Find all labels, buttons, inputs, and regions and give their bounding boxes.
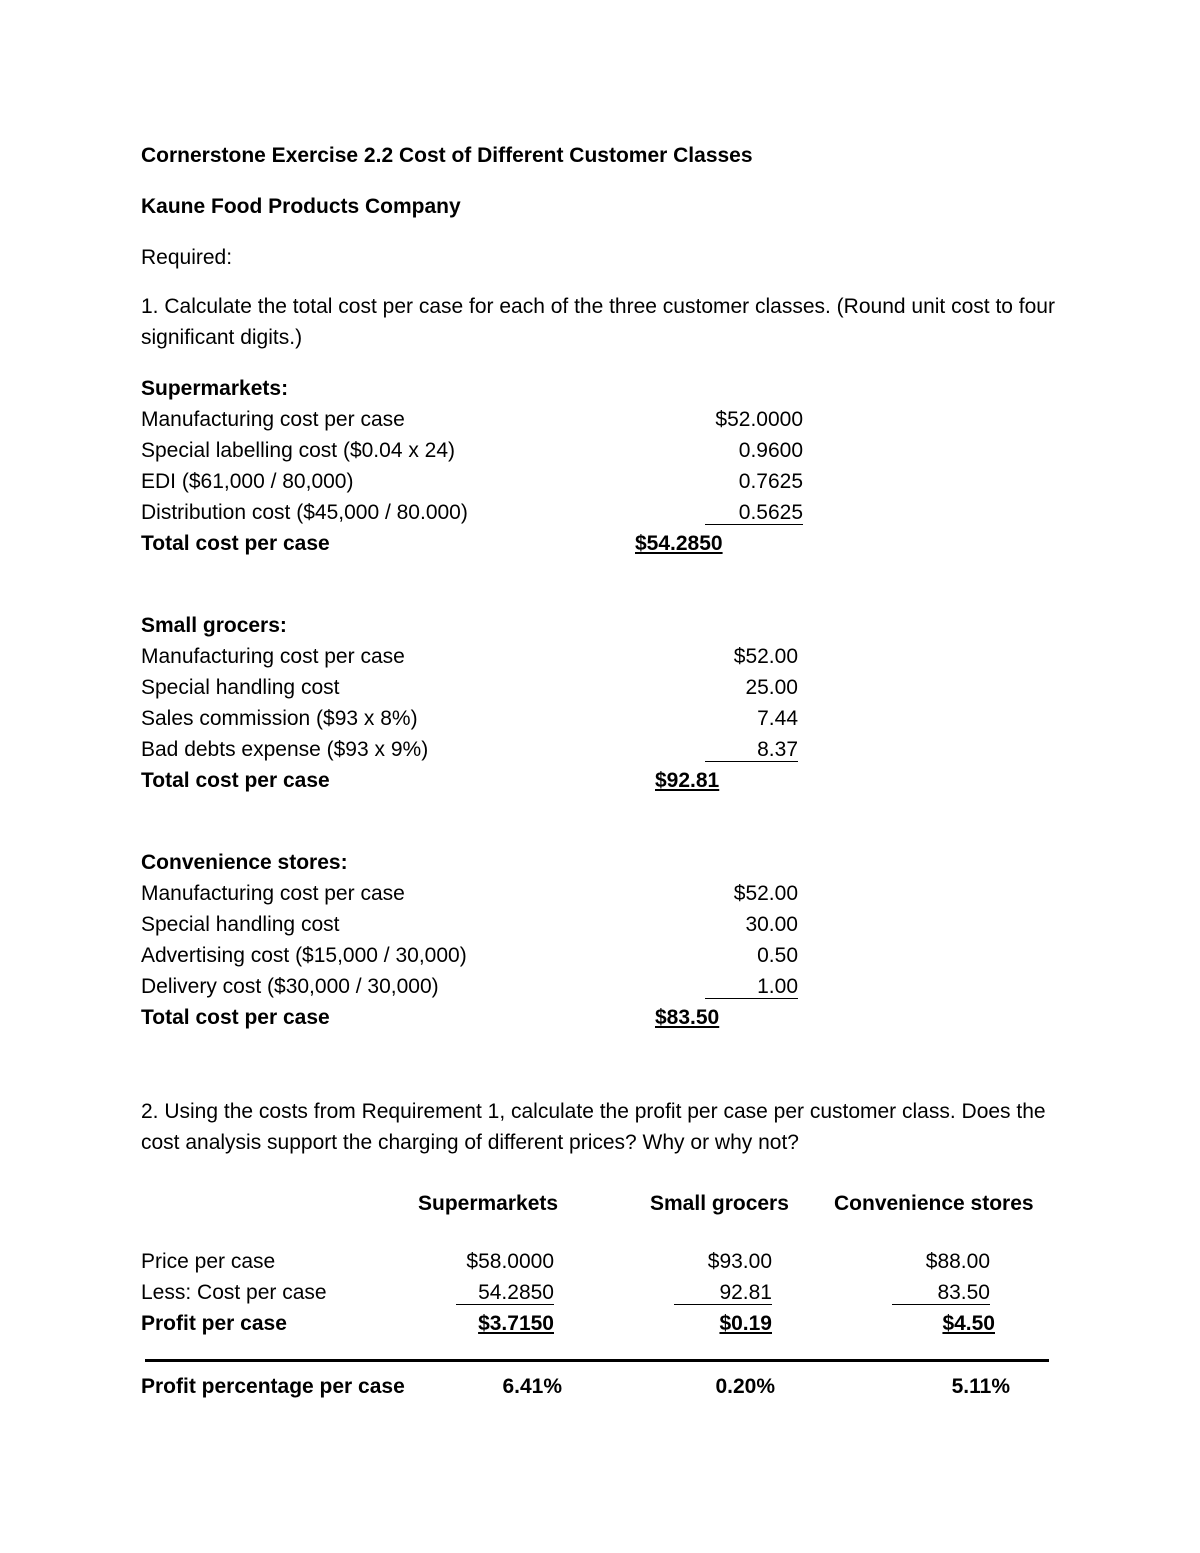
small-grocers-row-value: 7.44 — [757, 707, 798, 730]
profit-row-label: Profit per case — [141, 1312, 287, 1335]
column-header-small-grocers: Small grocers — [650, 1192, 789, 1215]
convenience-total-value: $83.50 — [655, 1006, 720, 1029]
profit-percentage-cell: 0.20% — [715, 1375, 775, 1398]
profit-percentage-row-label: Profit percentage per case — [141, 1375, 405, 1398]
supermarkets-total-label: Total cost per case — [141, 532, 330, 555]
profit-cell: $3.7150 — [478, 1312, 554, 1335]
convenience-row-value: 1.00 — [705, 974, 798, 1000]
profit-percentage-cell: 6.41% — [502, 1375, 562, 1398]
profit-percentage-cell: 5.11% — [951, 1375, 1010, 1398]
supermarkets-total-value: $54.2850 — [635, 532, 723, 555]
profit-cell: $0.19 — [719, 1312, 772, 1335]
cost-cell: 92.81 — [674, 1280, 772, 1306]
convenience-row-value: 0.50 — [757, 944, 798, 967]
small-grocers-total-value: $92.81 — [655, 769, 720, 792]
supermarkets-heading: Supermarkets: — [141, 377, 289, 400]
small-grocers-row-label: Bad debts expense ($93 x 9%) — [141, 738, 429, 761]
cost-cell: 83.50 — [892, 1280, 990, 1306]
convenience-total-label: Total cost per case — [141, 1006, 330, 1029]
supermarkets-row-label: EDI ($61,000 / 80,000) — [141, 470, 354, 493]
small-grocers-row-label: Manufacturing cost per case — [141, 645, 405, 668]
column-header-convenience-stores: Convenience stores — [834, 1192, 1034, 1215]
convenience-row-label: Delivery cost ($30,000 / 30,000) — [141, 975, 439, 998]
supermarkets-row-value: 0.7625 — [738, 470, 803, 493]
supermarkets-row-value: $52.0000 — [715, 408, 803, 431]
table-divider — [145, 1359, 1049, 1362]
question-2: 2. Using the costs from Requirement 1, calculate the profit per case per customer class. Does the cost analysis support the charging of different prices? Why or why not? — [141, 1100, 1046, 1154]
column-header-supermarkets: Supermarkets — [418, 1192, 559, 1215]
question-1: 1. Calculate the total cost per case for each of the three customer classes. (Round unit cost to four significant digits.) — [141, 295, 1055, 349]
price-cell: $58.0000 — [466, 1250, 554, 1273]
small-grocers-row-value: 8.37 — [705, 737, 798, 763]
cost-cell: 54.2850 — [456, 1280, 554, 1306]
cost-row-label: Less: Cost per case — [141, 1281, 327, 1304]
convenience-heading: Convenience stores: — [141, 851, 348, 874]
small-grocers-total-label: Total cost per case — [141, 769, 330, 792]
profit-cell: $4.50 — [942, 1312, 995, 1335]
supermarkets-row-label: Manufacturing cost per case — [141, 408, 405, 431]
supermarkets-row-label: Special labelling cost ($0.04 x 24) — [141, 439, 456, 462]
convenience-row-value: 30.00 — [745, 913, 798, 936]
company-name: Kaune Food Products Company — [141, 195, 461, 218]
small-grocers-row-value: 25.00 — [745, 676, 798, 699]
convenience-row-label: Advertising cost ($15,000 / 30,000) — [141, 944, 467, 967]
convenience-row-label: Manufacturing cost per case — [141, 882, 405, 905]
price-cell: $88.00 — [925, 1250, 990, 1273]
small-grocers-heading: Small grocers: — [141, 614, 287, 637]
required-label: Required: — [141, 246, 233, 269]
small-grocers-row-value: $52.00 — [733, 645, 798, 668]
supermarkets-row-value: 0.5625 — [705, 500, 803, 526]
supermarkets-row-label: Distribution cost ($45,000 / 80.000) — [141, 501, 468, 524]
small-grocers-row-label: Special handling cost — [141, 676, 340, 699]
supermarkets-row-value: 0.9600 — [738, 439, 803, 462]
document-title: Cornerstone Exercise 2.2 Cost of Different Customer Classes — [141, 144, 753, 167]
convenience-row-value: $52.00 — [733, 882, 798, 905]
convenience-row-label: Special handling cost — [141, 913, 340, 936]
price-cell: $93.00 — [707, 1250, 772, 1273]
price-row-label: Price per case — [141, 1250, 276, 1273]
small-grocers-row-label: Sales commission ($93 x 8%) — [141, 707, 418, 730]
